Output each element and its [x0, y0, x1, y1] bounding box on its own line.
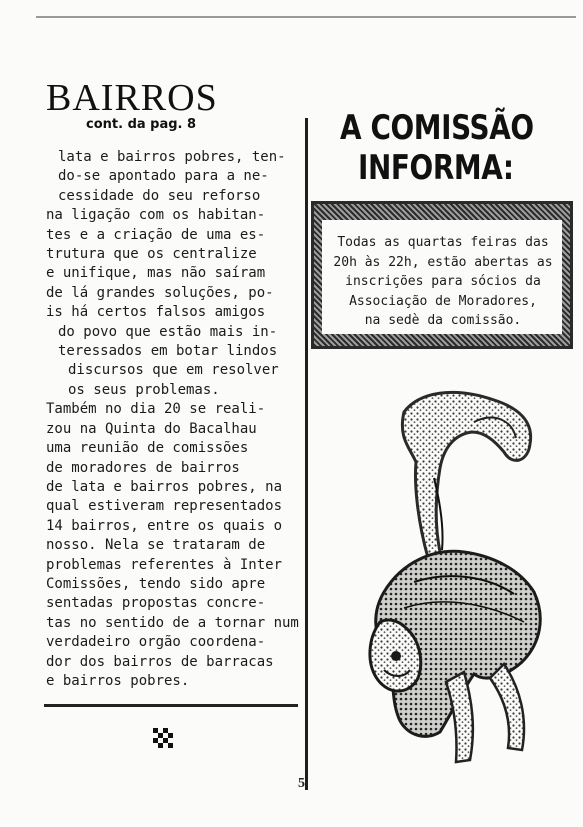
column-end-rule [44, 704, 298, 707]
article-line: tas no sentido de a tornar num [46, 614, 299, 631]
article-line: lata e bairros pobres, ten- [58, 149, 286, 165]
announcement-title-line: INFORMA: [358, 148, 514, 188]
notice-line: 20h às 22h, estão abertas as [333, 254, 553, 270]
announcement-title-line: A COMISSÃO [340, 108, 534, 148]
article-body [46, 148, 298, 691]
notice-line: Associação de Moradores, [349, 293, 537, 309]
column-divider [305, 118, 308, 790]
article-line: do povo que estão mais in- [58, 323, 278, 340]
article-line: e bairros pobres. [46, 672, 190, 689]
article-line: problemas referentes à Inter [46, 556, 283, 573]
article-title: BAIRROS [46, 77, 218, 119]
article-line: e unifique, mas não saíram [46, 265, 266, 282]
checker-ornament-icon [153, 728, 173, 748]
article-line: nosso. Nela se trataram de [46, 537, 266, 554]
article-line: Comissões, tendo sido apre [46, 575, 266, 592]
article-line: 14 bairros, entre os quais o [46, 517, 283, 534]
announcement-title [340, 108, 534, 188]
article-line: na ligação com os habitan- [46, 207, 266, 224]
article-line: cessidade do seu reforso [58, 187, 261, 204]
article-line: Também no dia 20 se reali- [46, 401, 266, 418]
article-line: de moradores de bairros [46, 459, 240, 476]
article-line: teressados em botar lindos [58, 343, 278, 360]
article-line: discursos que em resolver [68, 362, 279, 379]
article-line: sentadas propostas concre- [46, 595, 266, 612]
notice-line: inscrições para sócios da [345, 274, 541, 290]
article-line: trutura que os centralize [46, 246, 257, 263]
article-line: uma reunião de comissões [46, 440, 249, 457]
article-line: de lá grandes soluções, po- [46, 284, 274, 301]
page-number: 5 [298, 776, 305, 791]
notice-text [315, 233, 571, 331]
article-line: tes e a criação de uma es- [46, 226, 266, 243]
notice-line: Todas as quartas feiras das [337, 235, 549, 250]
continuation-note: cont. da pag. 8 [86, 117, 197, 132]
article-line: qual estiveram representados [46, 498, 283, 515]
notice-line: na sedè da comissão. [364, 313, 522, 329]
article-line: is há certos falsos amigos [46, 304, 266, 321]
article-line: zou na Quinta do Bacalhau [46, 420, 257, 437]
article-line: dor dos bairros de barracas [46, 653, 274, 670]
article-line: os seus problemas. [68, 381, 220, 398]
article-line: verdadeiro orgão coordena- [46, 634, 266, 651]
woodcut-illustration [344, 382, 562, 772]
article-line: do-se apontado para a ne- [58, 168, 269, 185]
article-line: de lata e bairros pobres, na [46, 478, 283, 495]
top-border-line [36, 16, 576, 18]
